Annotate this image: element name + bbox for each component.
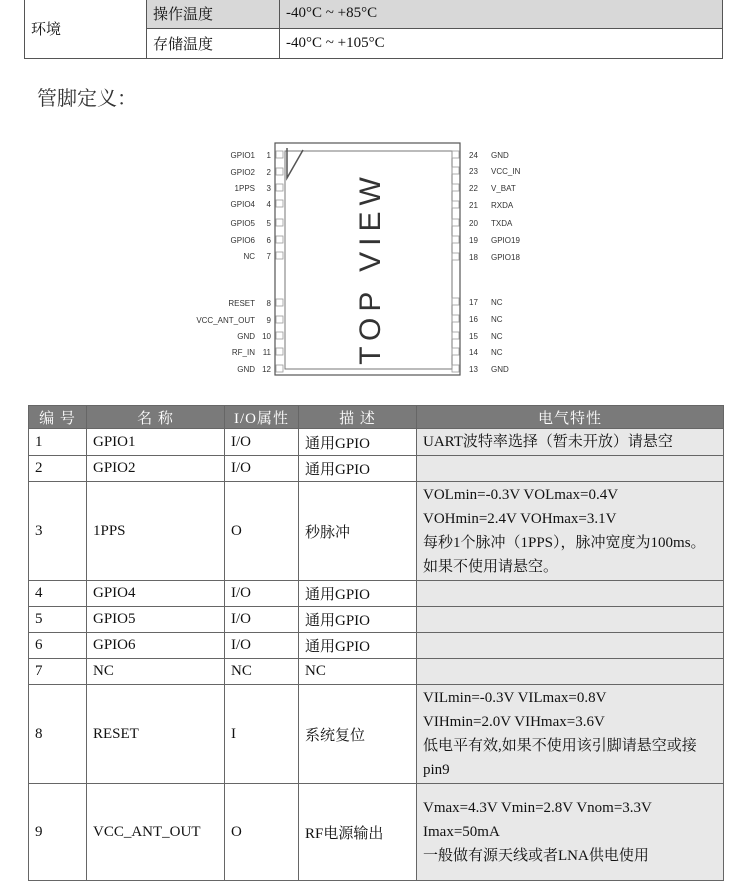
right-pin-number: 13: [469, 365, 478, 374]
right-pin-pad: [452, 253, 459, 260]
right-pin-name: GND: [491, 151, 509, 160]
left-pin-number: 11: [262, 348, 271, 357]
left-pin-pad: [276, 184, 283, 191]
right-pin-number: 18: [469, 253, 478, 262]
left-pin-pad: [276, 316, 283, 323]
pin-description-cell: 通用GPIO: [299, 607, 417, 633]
pin-io-cell: NC: [225, 659, 299, 685]
left-pin-number: 10: [262, 332, 271, 341]
pin-number-cell: 8: [29, 685, 87, 784]
left-pin-number: 5: [266, 219, 271, 228]
right-pin-name: GPIO19: [491, 236, 520, 245]
pin-name-cell: GPIO2: [87, 456, 225, 482]
pin-name-cell: 1PPS: [87, 482, 225, 581]
right-pin-pad: [452, 151, 459, 158]
left-pin-pad: [276, 168, 283, 175]
spec-line: VOLmin=-0.3V VOLmax=0.4V: [423, 487, 619, 503]
pin-spec-cell: [417, 581, 724, 607]
right-pin-number: 22: [469, 184, 478, 193]
pin-number-cell: 2: [29, 456, 87, 482]
pin-number-cell: 3: [29, 482, 87, 581]
table-row: [29, 429, 724, 456]
left-pin-number: 1: [266, 151, 271, 160]
left-pin-pad: [276, 236, 283, 243]
pin-spec-cell: [417, 685, 724, 784]
pin-name-cell: GPIO5: [87, 607, 225, 633]
pin-definition-table: [28, 405, 724, 881]
env-value: -40°C ~ +105°C: [280, 29, 723, 59]
pin-spec-cell: [417, 633, 724, 659]
pin1-marker: [287, 148, 303, 178]
pin-description-cell: 通用GPIO: [299, 456, 417, 482]
pin-io-cell: I/O: [225, 633, 299, 659]
table-row: [29, 659, 724, 685]
pin-number-cell: 9: [29, 784, 87, 881]
left-pin-name: GND: [237, 365, 255, 374]
right-pin-name: RXDA: [491, 201, 514, 210]
pin-io-cell: I/O: [225, 429, 299, 456]
pin-number-cell: 5: [29, 607, 87, 633]
env-label: 环境: [25, 0, 147, 59]
spec-line: 一般做有源天线或者LNA供电使用: [423, 848, 649, 864]
pin-description-cell: NC: [299, 659, 417, 685]
environment-table: [24, 0, 723, 59]
pin-io-cell: O: [225, 482, 299, 581]
right-pin-number: 15: [469, 332, 478, 341]
pin-number-cell: 7: [29, 659, 87, 685]
right-pin-pad: [452, 348, 459, 355]
right-pin-number: 19: [469, 236, 478, 245]
pin-diagram-svg: [195, 138, 535, 378]
pin-number-cell: 6: [29, 633, 87, 659]
header-description: 描 述: [299, 406, 417, 429]
spec-line: VOHmin=2.4V VOHmax=3.1V: [423, 511, 617, 527]
spec-line: 低电平有效,如果不使用该引脚请悬空或接: [423, 738, 697, 754]
spec-line: VIHmin=2.0V VIHmax=3.6V: [423, 714, 605, 730]
pin-spec-cell: [417, 659, 724, 685]
spec-line: 每秒1个脉冲（1PPS），脉冲宽度为100ms。: [423, 535, 706, 551]
left-pin-name: GPIO2: [230, 168, 255, 177]
right-pin-name: VCC_IN: [491, 167, 521, 176]
top-view-label: TOP VIEW: [354, 171, 387, 365]
spec-line: pin9: [423, 762, 450, 778]
spec-line: VILmin=-0.3V VILmax=0.8V: [423, 690, 607, 706]
right-pin-pad: [452, 184, 459, 191]
pin-name-cell: NC: [87, 659, 225, 685]
pin-spec-cell: [417, 784, 724, 881]
table-row: [29, 456, 724, 482]
env-name: 存储温度: [147, 29, 280, 59]
pin-io-cell: I/O: [225, 607, 299, 633]
left-pin-number: 7: [266, 252, 271, 261]
pin-table-body: [29, 429, 724, 881]
left-pin-pad: [276, 348, 283, 355]
pin-description-cell: 秒脉冲: [299, 482, 417, 581]
right-pin-number: 20: [469, 219, 478, 228]
pin-number-cell: 4: [29, 581, 87, 607]
header-electrical: 电气特性: [417, 406, 724, 429]
left-pin-number: 2: [266, 168, 271, 177]
left-pin-number: 3: [266, 184, 271, 193]
spec-line: UART波特率选择（暂未开放）请悬空: [423, 434, 673, 450]
left-pin-name: GPIO6: [230, 236, 255, 245]
pin-name-cell: GPIO1: [87, 429, 225, 456]
right-pin-pad: [452, 236, 459, 243]
pin-io-cell: I/O: [225, 456, 299, 482]
table-row: [29, 784, 724, 881]
spec-line: Vmax=4.3V Vmin=2.8V Vnom=3.3V: [423, 800, 652, 816]
env-name: 操作温度: [147, 0, 280, 29]
pin-io-cell: O: [225, 784, 299, 881]
left-pin-name: GPIO5: [230, 219, 255, 228]
right-pin-number: 14: [469, 348, 478, 357]
pin-description-cell: RF电源输出: [299, 784, 417, 881]
left-pin-number: 8: [266, 299, 271, 308]
pin-name-cell: RESET: [87, 685, 225, 784]
right-pin-pad: [452, 315, 459, 322]
left-pin-pad: [276, 151, 283, 158]
left-pin-name: RF_IN: [231, 348, 255, 357]
table-row: [29, 581, 724, 607]
pin-io-cell: I/O: [225, 581, 299, 607]
right-pin-name: NC: [491, 315, 503, 324]
left-pin-pad: [276, 332, 283, 339]
right-pin-number: 24: [469, 151, 478, 160]
left-pin-number: 4: [266, 200, 271, 209]
right-pin-pad: [452, 365, 459, 372]
pin-name-cell: GPIO6: [87, 633, 225, 659]
pin-spec-cell: [417, 456, 724, 482]
pin-description-cell: 系统复位: [299, 685, 417, 784]
right-pin-pad: [452, 201, 459, 208]
left-pin-name: GND: [237, 332, 255, 341]
right-pin-name: V_BAT: [491, 184, 516, 193]
pin-io-cell: I: [225, 685, 299, 784]
left-pin-name: RESET: [228, 299, 255, 308]
pin-spec-cell: [417, 482, 724, 581]
pin-name-cell: VCC_ANT_OUT: [87, 784, 225, 881]
right-pin-name: NC: [491, 348, 503, 357]
header-number: 编 号: [29, 406, 87, 429]
pin-table-header-row: [29, 406, 724, 429]
pin-number-cell: 1: [29, 429, 87, 456]
right-pin-number: 21: [469, 201, 478, 210]
table-row: [29, 482, 724, 581]
left-pin-pad: [276, 252, 283, 259]
right-pin-name: NC: [491, 332, 503, 341]
right-pin-number: 17: [469, 298, 478, 307]
right-pin-pad: [452, 332, 459, 339]
right-pin-name: GPIO18: [491, 253, 520, 262]
left-pin-pad: [276, 299, 283, 306]
table-row: [29, 607, 724, 633]
pin-spec-cell: [417, 607, 724, 633]
right-pin-number: 23: [469, 167, 478, 176]
left-pin-name: GPIO1: [230, 151, 255, 160]
pin-spec-cell: [417, 429, 724, 456]
section-title: 管脚定义：: [37, 88, 137, 110]
left-pin-pad: [276, 200, 283, 207]
table-row: [29, 633, 724, 659]
pin-name-cell: GPIO4: [87, 581, 225, 607]
right-pin-name: NC: [491, 298, 503, 307]
right-pin-pad: [452, 167, 459, 174]
left-pin-number: 12: [262, 365, 271, 374]
left-pin-number: 6: [266, 236, 271, 245]
header-io: I/O属性: [225, 406, 299, 429]
left-pin-name: GPIO4: [230, 200, 255, 209]
left-pin-pad: [276, 219, 283, 226]
pin-diagram: [195, 138, 535, 378]
right-pin-number: 16: [469, 315, 478, 324]
left-pin-name: VCC_ANT_OUT: [196, 316, 255, 325]
spec-line: Imax=50mA: [423, 824, 500, 840]
env-value: -40°C ~ +85°C: [280, 0, 723, 29]
pin-description-cell: 通用GPIO: [299, 429, 417, 456]
right-pin-name: TXDA: [491, 219, 513, 228]
pin-description-cell: 通用GPIO: [299, 633, 417, 659]
header-name: 名 称: [87, 406, 225, 429]
pin-description-cell: 通用GPIO: [299, 581, 417, 607]
left-pin-name: NC: [243, 252, 255, 261]
left-pin-number: 9: [266, 316, 271, 325]
env-row: [25, 0, 723, 29]
table-row: [29, 685, 724, 784]
right-pin-name: GND: [491, 365, 509, 374]
right-pin-pad: [452, 298, 459, 305]
left-pin-name: 1PPS: [234, 184, 255, 193]
spec-line: 如果不使用请悬空。: [423, 559, 559, 575]
left-pin-pad: [276, 365, 283, 372]
right-pin-pad: [452, 219, 459, 226]
